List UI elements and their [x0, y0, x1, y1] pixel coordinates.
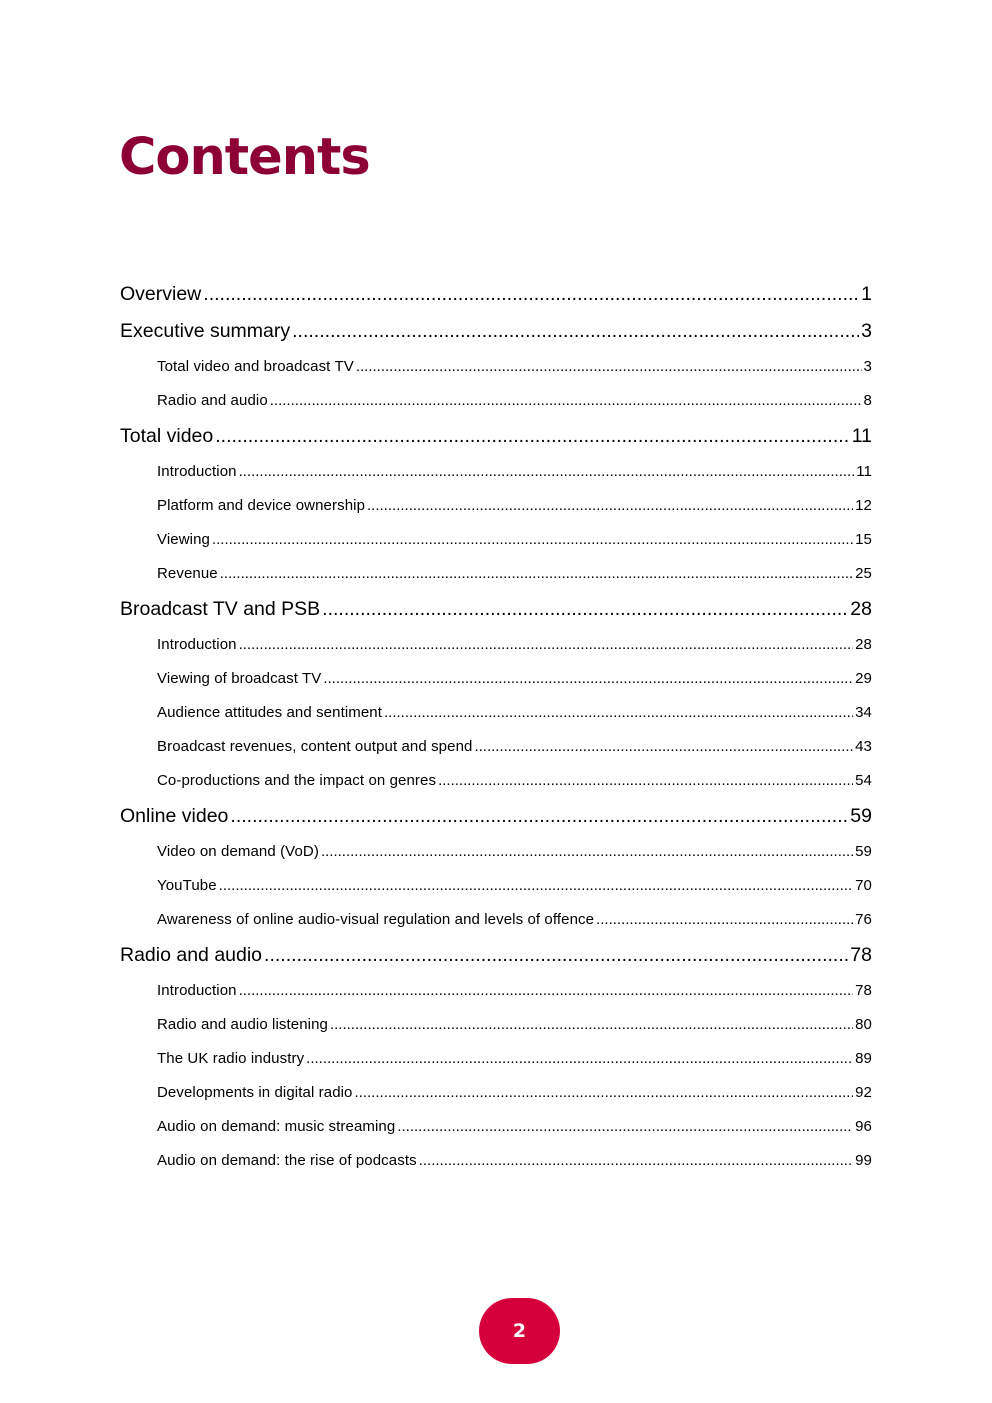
toc-dot-leader [215, 418, 850, 455]
toc-subsection-entry[interactable] [120, 730, 872, 764]
toc-dot-leader [419, 1144, 853, 1178]
toc-subsection-entry[interactable] [120, 869, 872, 903]
toc-entry-page-number: 25 [855, 565, 872, 582]
toc-subsection-entry[interactable] [120, 835, 872, 869]
toc-dot-leader [239, 628, 854, 662]
toc-dot-leader [474, 730, 853, 764]
toc-subsection-entry[interactable] [120, 628, 872, 662]
toc-dot-leader [321, 835, 853, 869]
toc-entry-page-number: 8 [863, 392, 872, 409]
page-number: 2 [512, 1320, 527, 1342]
toc-subsection-entry[interactable] [120, 1008, 872, 1042]
toc-dot-leader [438, 764, 853, 798]
toc-dot-leader [270, 384, 862, 418]
toc-entry-label: Introduction [157, 463, 237, 480]
toc-entry-label: Radio and audio [157, 392, 268, 409]
toc-entry-label: Co-productions and the impact on genres [157, 772, 437, 789]
toc-section-entry[interactable] [120, 418, 872, 455]
toc-section-entry[interactable] [120, 798, 872, 835]
toc-entry-label: Introduction [157, 636, 237, 653]
toc-entry-label: Broadcast revenues, content output and spend [157, 738, 473, 755]
toc-entry-page-number: 28 [855, 636, 872, 653]
toc-dot-leader [323, 662, 853, 696]
toc-dot-leader [292, 313, 859, 350]
toc-entry-page-number: 29 [855, 670, 872, 687]
toc-entry-page-number: 3 [861, 320, 872, 342]
toc-entry-label: Total video [120, 425, 214, 447]
toc-subsection-entry[interactable] [120, 662, 872, 696]
toc-dot-leader [219, 869, 853, 903]
toc-entry-page-number: 12 [855, 497, 872, 514]
toc-entry-label: Viewing [157, 531, 210, 548]
page-title: Contents [119, 128, 370, 187]
toc-entry-page-number: 89 [855, 1050, 872, 1067]
toc-subsection-entry[interactable] [120, 1076, 872, 1110]
toc-entry-page-number: 92 [855, 1084, 872, 1101]
toc-entry-label: The UK radio industry [157, 1050, 305, 1067]
toc-dot-leader [264, 937, 848, 974]
toc-entry-label: Audio on demand: the rise of podcasts [157, 1152, 417, 1169]
toc-entry-page-number: 15 [855, 531, 872, 548]
toc-dot-leader [322, 591, 848, 628]
toc-entry-label: Introduction [157, 982, 237, 999]
toc-entry-page-number: 59 [855, 843, 872, 860]
toc-section-entry[interactable] [120, 313, 872, 350]
toc-subsection-entry[interactable] [120, 1042, 872, 1076]
toc-dot-leader [220, 557, 853, 591]
toc-dot-leader [203, 276, 859, 313]
toc-entry-page-number: 80 [855, 1016, 872, 1033]
page-number-badge [479, 1298, 560, 1364]
toc-dot-leader [239, 974, 854, 1008]
table-of-contents [120, 276, 872, 1178]
toc-dot-leader [384, 696, 853, 730]
toc-entry-page-number: 28 [850, 598, 872, 620]
toc-entry-page-number: 96 [855, 1118, 872, 1135]
toc-subsection-entry[interactable] [120, 523, 872, 557]
toc-entry-label: Executive summary [120, 320, 291, 342]
toc-entry-label: Revenue [157, 565, 218, 582]
toc-entry-page-number: 3 [863, 358, 872, 375]
toc-entry-label: Platform and device ownership [157, 497, 366, 514]
toc-entry-label: Overview [120, 283, 202, 305]
toc-entry-label: Audience attitudes and sentiment [157, 704, 383, 721]
toc-subsection-entry[interactable] [120, 974, 872, 1008]
toc-subsection-entry[interactable] [120, 384, 872, 418]
toc-subsection-entry[interactable] [120, 1110, 872, 1144]
toc-subsection-entry[interactable] [120, 764, 872, 798]
toc-entry-label: Audio on demand: music streaming [157, 1118, 396, 1135]
toc-entry-label: Total video and broadcast TV [157, 358, 354, 375]
toc-subsection-entry[interactable] [120, 557, 872, 591]
toc-entry-page-number: 59 [850, 805, 872, 827]
toc-entry-label: Developments in digital radio [157, 1084, 353, 1101]
toc-entry-page-number: 70 [855, 877, 872, 894]
toc-entry-label: Radio and audio [120, 944, 263, 966]
toc-entry-label: Viewing of broadcast TV [157, 670, 322, 687]
toc-dot-leader [212, 523, 853, 557]
toc-subsection-entry[interactable] [120, 1144, 872, 1178]
toc-dot-leader [306, 1042, 853, 1076]
toc-dot-leader [397, 1110, 853, 1144]
toc-entry-label: YouTube [157, 877, 217, 894]
toc-dot-leader [356, 350, 862, 384]
toc-dot-leader [367, 489, 853, 523]
toc-entry-label: Radio and audio listening [157, 1016, 328, 1033]
toc-entry-page-number: 34 [855, 704, 872, 721]
toc-dot-leader [355, 1076, 854, 1110]
toc-dot-leader [596, 903, 853, 937]
toc-entry-label: Video on demand (VoD) [157, 843, 319, 860]
toc-entry-label: Broadcast TV and PSB [120, 598, 321, 620]
toc-entry-page-number: 78 [855, 982, 872, 999]
toc-subsection-entry[interactable] [120, 489, 872, 523]
toc-entry-label: Online video [120, 805, 229, 827]
toc-entry-page-number: 78 [850, 944, 872, 966]
toc-entry-label: Awareness of online audio-visual regulation and levels of offence [157, 911, 595, 928]
toc-subsection-entry[interactable] [120, 696, 872, 730]
toc-dot-leader [239, 455, 855, 489]
toc-section-entry[interactable] [120, 591, 872, 628]
toc-dot-leader [330, 1008, 853, 1042]
toc-dot-leader [230, 798, 848, 835]
toc-subsection-entry[interactable] [120, 455, 872, 489]
toc-section-entry[interactable] [120, 276, 872, 313]
toc-subsection-entry[interactable] [120, 903, 872, 937]
toc-entry-page-number: 54 [855, 772, 872, 789]
toc-entry-page-number: 11 [856, 463, 872, 480]
toc-entry-page-number: 11 [851, 425, 872, 447]
toc-section-entry[interactable] [120, 937, 872, 974]
toc-entry-page-number: 43 [855, 738, 872, 755]
toc-entry-page-number: 99 [855, 1152, 872, 1169]
toc-subsection-entry[interactable] [120, 350, 872, 384]
toc-entry-page-number: 1 [861, 283, 872, 305]
toc-entry-page-number: 76 [855, 911, 872, 928]
